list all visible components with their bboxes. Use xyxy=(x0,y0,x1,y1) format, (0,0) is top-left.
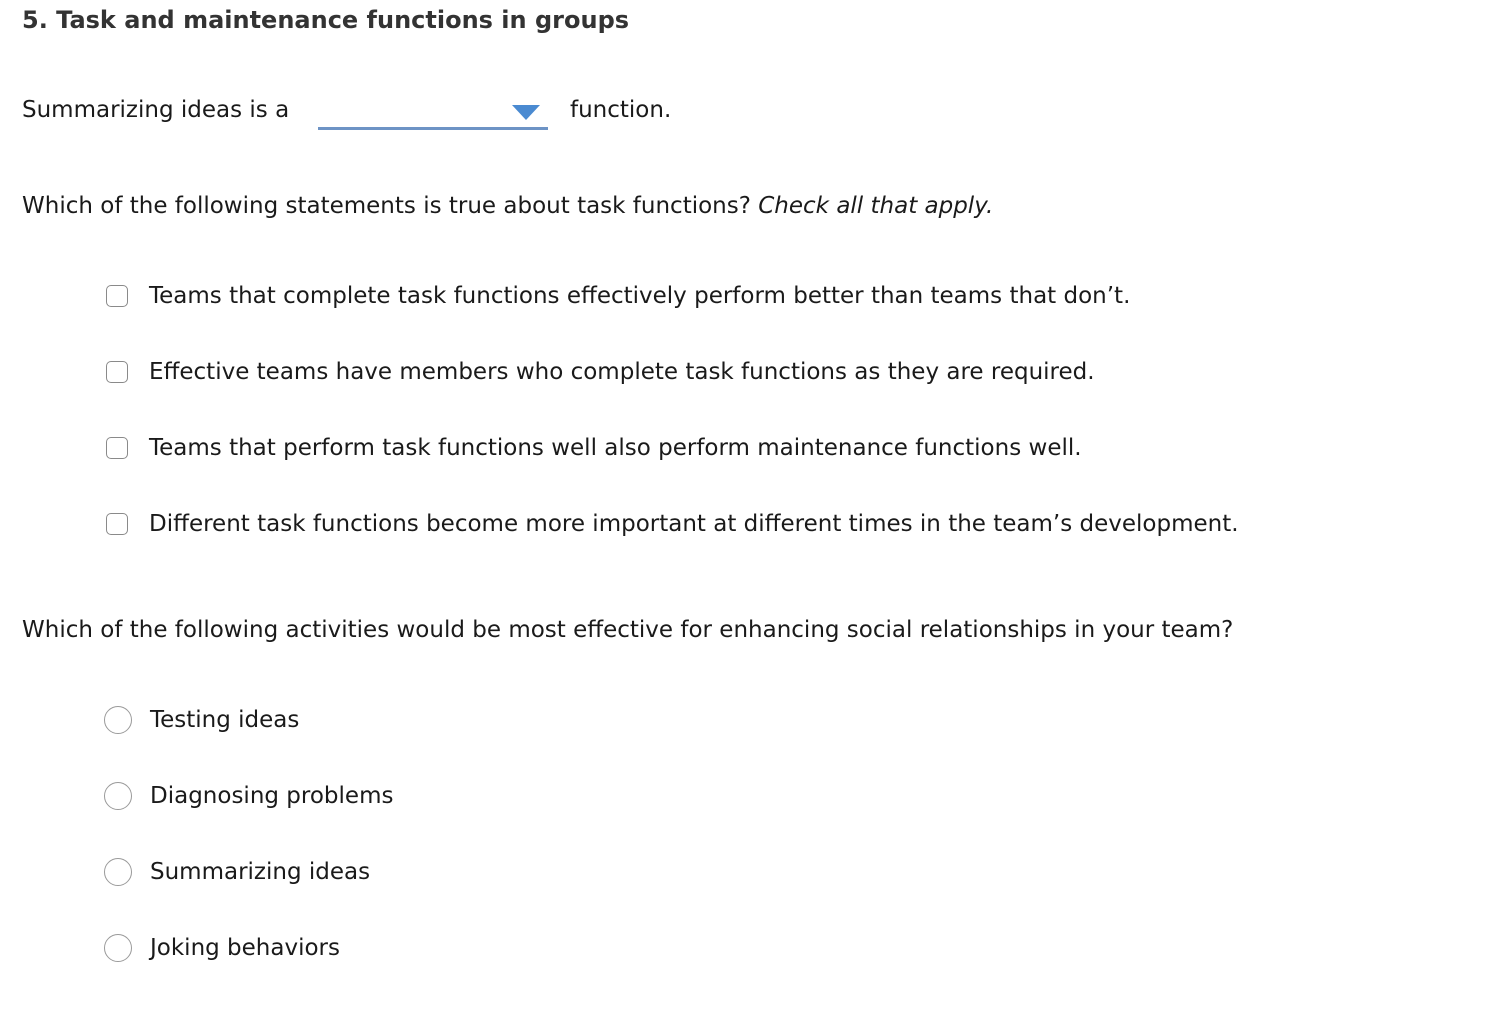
checkbox[interactable] xyxy=(106,361,128,383)
checkbox-option[interactable] xyxy=(104,280,1130,312)
radio-button[interactable] xyxy=(104,782,132,810)
function-type-dropdown[interactable] xyxy=(318,92,548,130)
radio-option-label: Summarizing ideas xyxy=(150,859,371,885)
question2-prompt xyxy=(22,193,993,219)
checkbox-option-label: Effective teams have members who complete task functions as they are required. xyxy=(149,359,1095,385)
checkbox[interactable] xyxy=(106,285,128,307)
checkbox-option-label: Different task functions become more important at different times in the team’s development. xyxy=(149,511,1239,537)
checkbox[interactable] xyxy=(106,513,128,535)
radio-button[interactable] xyxy=(104,706,132,734)
radio-option-label: Diagnosing problems xyxy=(150,783,394,809)
question3-prompt: Which of the following activities would be most effective for enhancing social relationships in your team? xyxy=(22,617,1234,643)
checkbox-option[interactable] xyxy=(104,356,1095,388)
radio-option-label: Joking behaviors xyxy=(150,935,340,961)
checkbox-option-label: Teams that complete task functions effectively perform better than teams that don’t. xyxy=(149,283,1131,309)
radio-button[interactable] xyxy=(104,858,132,886)
checkbox-option-label: Teams that perform task functions well also perform maintenance functions well. xyxy=(149,435,1082,461)
radio-option[interactable] xyxy=(104,932,340,964)
radio-option-label: Testing ideas xyxy=(150,707,300,733)
checkbox[interactable] xyxy=(106,437,128,459)
question2-lead-text: Which of the following statements is true about task functions? xyxy=(22,193,751,219)
caret-down-icon xyxy=(512,105,540,120)
question2-instruction: Check all that apply. xyxy=(758,193,994,219)
checkbox-option[interactable] xyxy=(104,432,1082,464)
question1-lead-text: Summarizing ideas is a xyxy=(22,97,290,123)
question1-tail-text: function. xyxy=(570,97,672,123)
radio-option[interactable] xyxy=(104,856,370,888)
radio-option[interactable] xyxy=(104,780,393,812)
question-title: 5. Task and maintenance functions in groups xyxy=(22,6,630,34)
checkbox-option[interactable] xyxy=(104,508,1239,540)
radio-option[interactable] xyxy=(104,704,299,736)
radio-button[interactable] xyxy=(104,934,132,962)
